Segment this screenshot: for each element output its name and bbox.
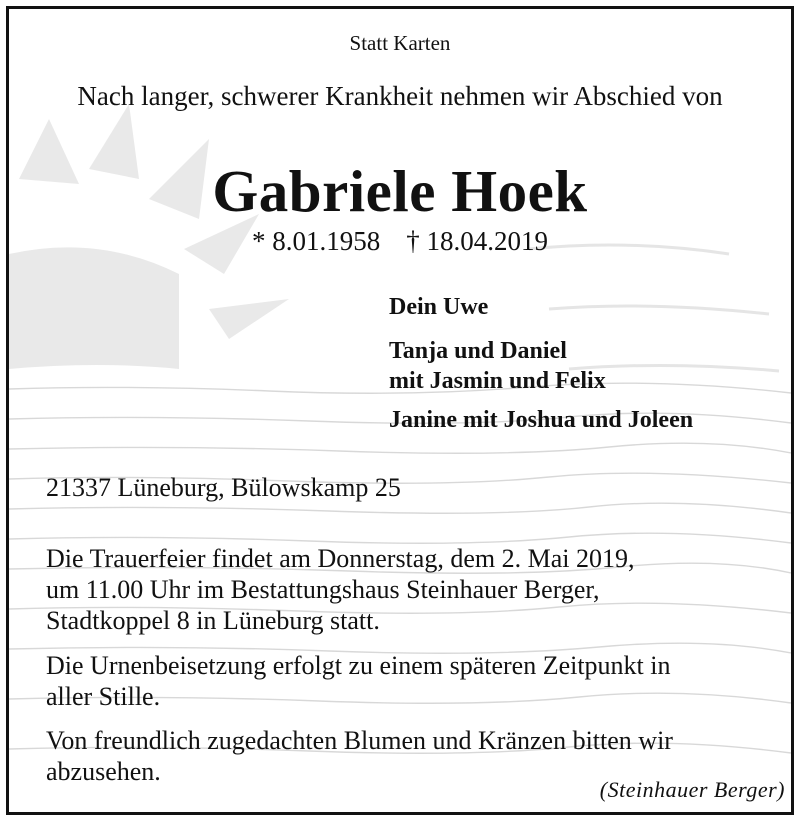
death-date: † 18.04.2019	[406, 226, 548, 256]
flowers-line: Von freundlich zugedachten Blumen und Kränzen bitten wir	[46, 726, 673, 755]
intro-line: Nach langer, schwerer Krankheit nehmen wir Abschied von	[77, 81, 723, 111]
ceremony-line: um 11.00 Uhr im Bestattungshaus Steinhauer Berger,	[46, 575, 600, 604]
deceased-name: Gabriele Hoek	[212, 158, 588, 224]
funeral-home-signature: (Steinhauer Berger)	[599, 777, 785, 802]
statt-karten-heading: Statt Karten	[349, 31, 451, 55]
family-line: mit Jasmin und Felix	[389, 368, 606, 394]
life-dates	[9, 226, 791, 257]
birth-date: * 8.01.1958	[252, 226, 381, 256]
family-line: Janine mit Joshua und Joleen	[389, 407, 694, 433]
obituary-card	[6, 6, 794, 815]
family-line: Tanja und Daniel	[389, 338, 567, 364]
address-line: 21337 Lüneburg, Bülowskamp 25	[46, 473, 401, 502]
family-line: Dein Uwe	[389, 294, 489, 320]
ceremony-line: Die Trauerfeier findet am Donnerstag, dem 2. Mai 2019,	[46, 544, 635, 573]
ceremony-line: Stadtkoppel 8 in Lüneburg statt.	[46, 606, 380, 635]
urn-line: Die Urnenbeisetzung erfolgt zu einem späteren Zeitpunkt in	[46, 651, 671, 680]
urn-line: aller Stille.	[46, 682, 161, 711]
flowers-line: abzusehen.	[46, 757, 161, 786]
